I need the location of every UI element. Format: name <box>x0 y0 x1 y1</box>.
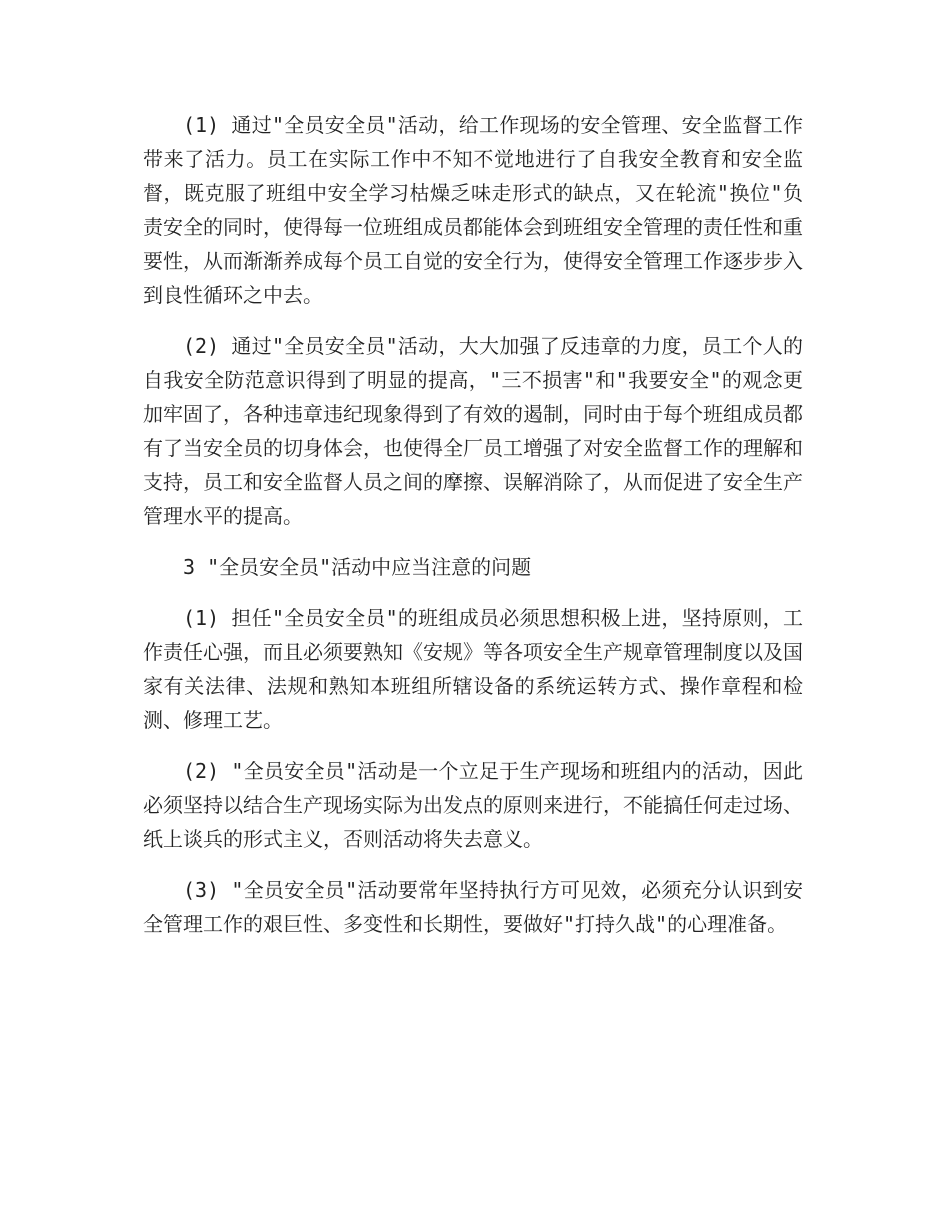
section-heading: 3 "全员安全员"活动中应当注意的问题 <box>183 555 532 579</box>
section-paragraph-1: (1) 担任"全员安全员"的班组成员必须思想积极上进，坚持原则，工作责任心强，而且必须要熟知《安规》等各项安全生产规章管理制度以及国家有关法律、法规和熟知本班组所辖设备的系统运转方式、操作章程和检测、修理工艺。 <box>143 606 803 732</box>
section-paragraph-3: (3) "全员安全员"活动要常年坚持执行方可见效，必须充分认识到安全管理工作的艰巨性、多变性和长期性，要做好"打持久战"的心理准备。 <box>143 878 803 936</box>
section-paragraph-2: (2) "全员安全员"活动是一个立足于生产现场和班组内的活动，因此必须坚持以结合生产现场实际为出发点的原则来进行，不能搞任何走过场、纸上谈兵的形式主义，否则活动将失去意义。 <box>143 759 803 851</box>
document-page <box>143 108 803 958</box>
paragraph-2: (2) 通过"全员安全员"活动，大大加强了反违章的力度，员工个人的自我安全防范意识得到了明显的提高，"三不损害"和"我要安全"的观念更加牢固了，各种违章违纪现象得到了有效的遏制，同时由于每个班组成员都有了当安全员的切身体会，也使得全厂员工增强了对安全监督工作的理解和支持，员工和安全监督人员之间的摩擦、误解消除了，从而促进了安全生产管理水平的提高。 <box>143 334 803 528</box>
paragraph-1: (1) 通过"全员安全员"活动，给工作现场的安全管理、安全监督工作带来了活力。员工在实际工作中不知不觉地进行了自我安全教育和安全监督，既克服了班组中安全学习枯燥乏味走形式的缺点，又在轮流"换位"负责安全的同时，使得每一位班组成员都能体会到班组安全管理的责任性和重要性，从而渐渐养成每个员工自觉的安全行为，使得安全管理工作逐步步入到良性循环之中去。 <box>143 113 803 307</box>
